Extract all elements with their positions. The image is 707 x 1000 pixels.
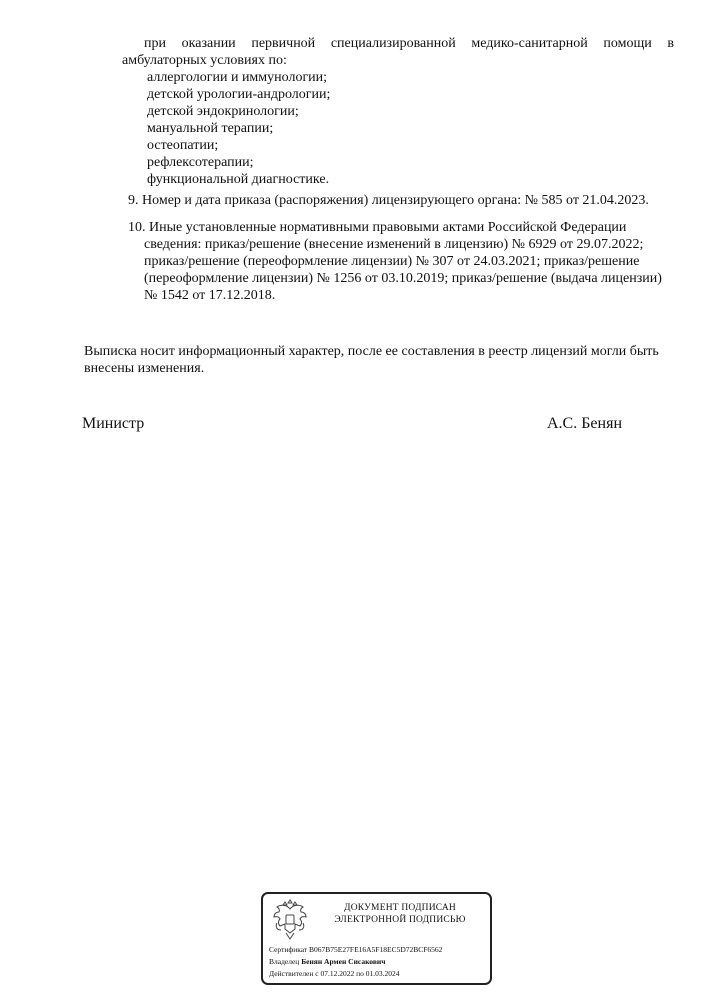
item-10-line: приказ/решение (переоформление лицензии) № 307 от 24.03.2021; приказ/решение [144,254,640,269]
stamp-validity: Действителен с 07.12.2022 по 01.03.2024 [269,969,400,978]
info-note-line-1: Выписка носит информационный характер, после ее составления в реестр лицензий могли быть [84,344,659,359]
intro-line-1: при оказании первичной специализированной медико-санитарной помощи в [144,36,674,51]
item-10-line: 10. Иные установленные нормативными правовыми актами Российской Федерации [128,220,627,235]
intro-paragraph [122,35,674,69]
list-item: детской эндокринологии; [147,104,299,119]
list-item: аллергологии и иммунологии; [147,70,328,85]
stamp-title-line-1: ДОКУМЕНТ ПОДПИСАН [344,903,456,913]
list-item: детской урологии-андрологии; [147,87,331,102]
stamp-certificate: Сертификат B067B75E27FE16A5F18EC5D72BCF6562 [269,945,443,954]
info-note-line-2: внесены изменения. [84,361,205,376]
signatory-name: А.С. Бенян [547,415,622,432]
item-10 [122,219,674,304]
item-10-line: сведения: приказ/решение (внесение изменений в лицензию) № 6929 от 29.07.2022; [144,237,644,252]
list-item: функциональной диагностике. [147,172,330,187]
item-9: 9. Номер и дата приказа (распоряжения) лицензирующего органа: № 585 от 21.04.2023. [128,193,649,208]
list-item: остеопатии; [147,138,219,153]
services-list [147,69,447,188]
stamp-owner [269,957,385,967]
intro-line-2: амбулаторных условиях по: [122,53,287,68]
list-item: мануальной терапии; [147,121,274,136]
stamp-owner-label: Владелец [269,957,302,966]
item-10-line: № 1542 от 17.12.2018. [144,288,276,303]
stamp-owner-name: Бенян Армен Сисакович [301,957,386,966]
item-10-line: (переоформление лицензии) № 1256 от 03.10.2019; приказ/решение (выдача лицензии) [144,271,662,286]
list-item: рефлексотерапии; [147,155,254,170]
electronic-signature-stamp [261,892,492,985]
signatory-title: Министр [82,415,145,432]
stamp-title-line-2: ЭЛЕКТРОННОЙ ПОДПИСЬЮ [334,915,466,925]
double-headed-eagle-icon [269,899,311,941]
info-note [84,343,674,377]
stamp-title [311,902,489,926]
